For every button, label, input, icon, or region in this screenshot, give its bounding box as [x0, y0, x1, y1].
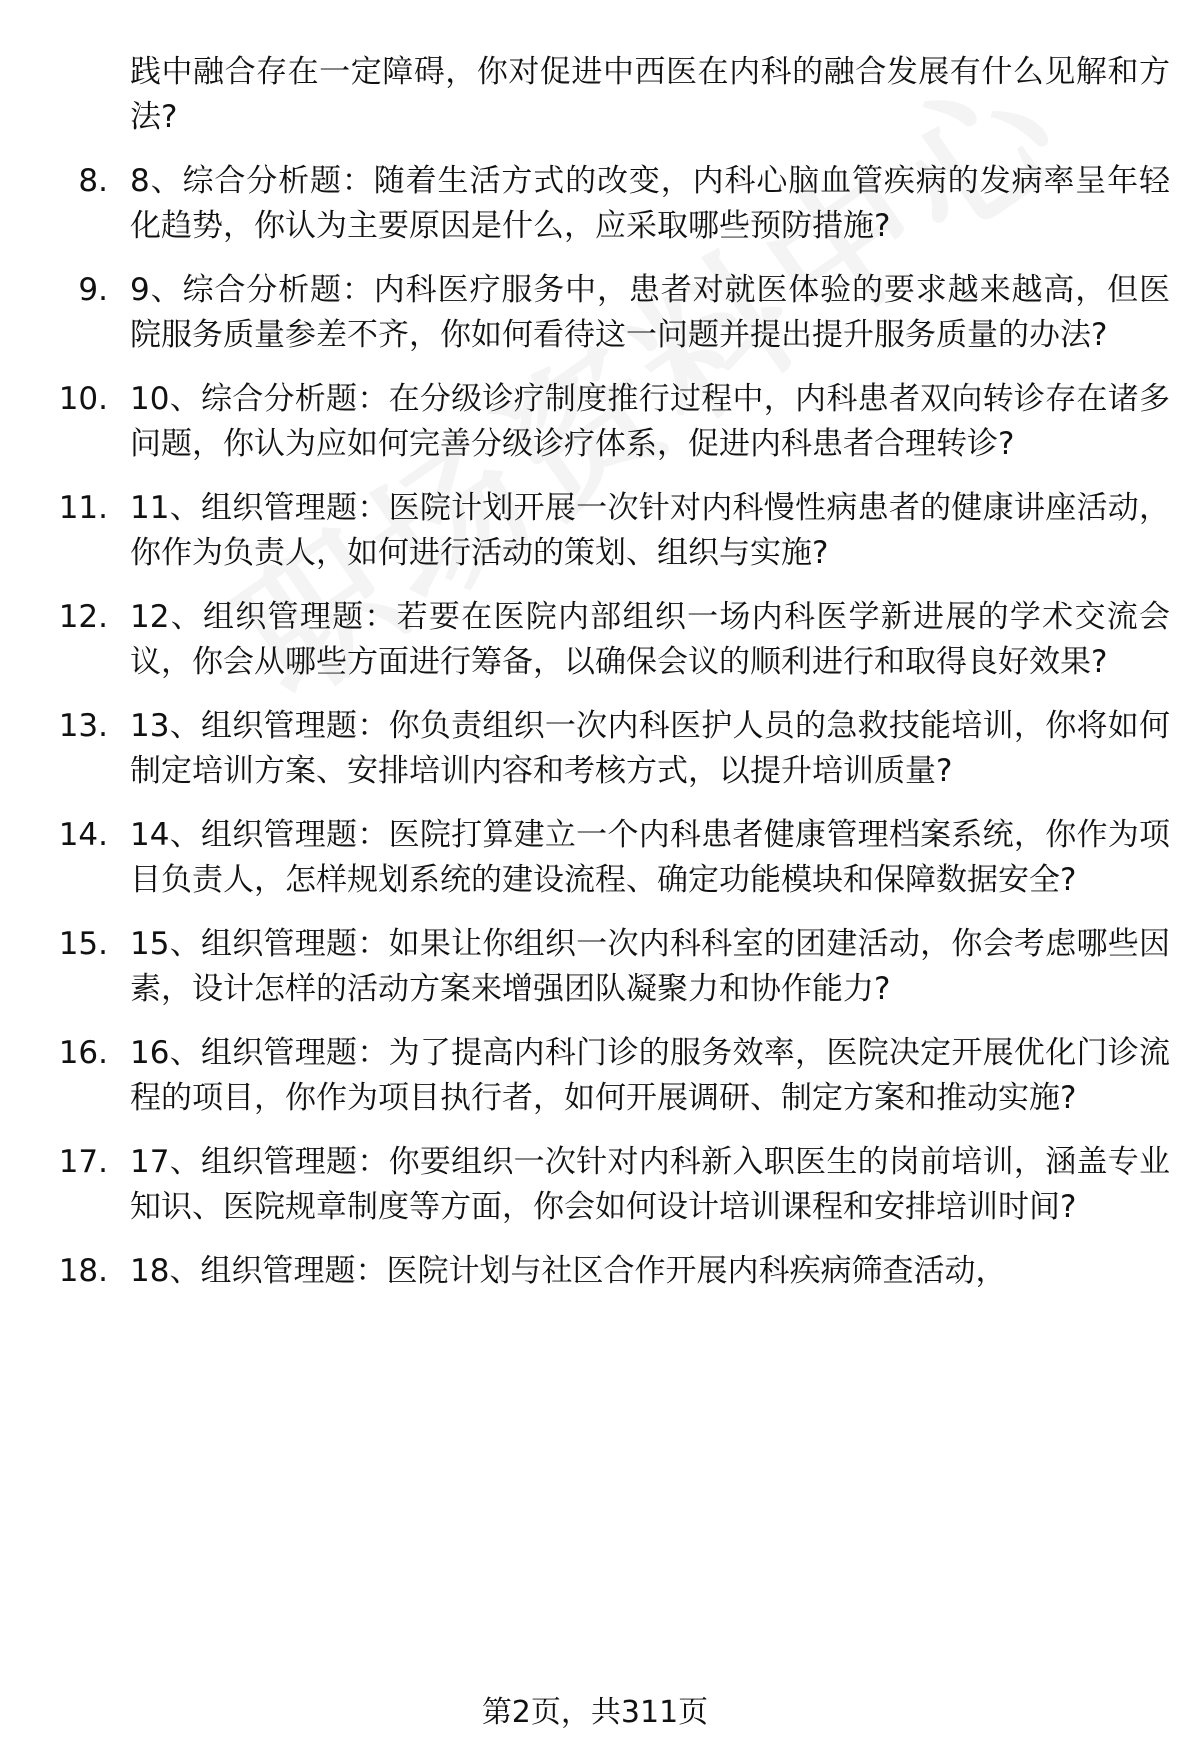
- question-text: 15、组织管理题：如果让你组织一次内科科室的团建活动，你会考虑哪些因素，设计怎样的活动方案来增强团队凝聚力和协作能力?: [130, 926, 1170, 1007]
- question-text: 8、综合分析题：随着生活方式的改变，内科心脑血管疾病的发病率呈年轻化趋势，你认为主要原因是什么，应采取哪些预防措施?: [130, 163, 1170, 244]
- question-text: 18、组织管理题：医院计划与社区合作开展内科疾病筛查活动，: [130, 1253, 1007, 1289]
- question-number: 15.: [58, 926, 108, 962]
- question-item-14: [0, 813, 1190, 903]
- question-text: 14、组织管理题：医院打算建立一个内科患者健康管理档案系统，你作为项目负责人，怎样规划系统的建设流程、确定功能模块和保障数据安全?: [130, 817, 1170, 898]
- question-list: [0, 50, 1190, 1313]
- question-text: 11、组织管理题：医院计划开展一次针对内科慢性病患者的健康讲座活动，你作为负责人，如何进行活动的策划、组织与实施?: [130, 490, 1170, 571]
- question-number: 10.: [58, 381, 108, 417]
- question-item-9: [0, 268, 1190, 358]
- question-continuation: [0, 50, 1190, 140]
- question-item-11: [0, 486, 1190, 576]
- question-number: 9.: [78, 272, 108, 308]
- question-number: 17.: [58, 1144, 108, 1180]
- question-number: 16.: [58, 1035, 108, 1071]
- question-number: 13.: [58, 708, 108, 744]
- question-text: 17、组织管理题：你要组织一次针对内科新入职医生的岗前培训，涵盖专业知识、医院规章制度等方面，你会如何设计培训课程和安排培训时间?: [130, 1144, 1170, 1225]
- question-number: 18.: [58, 1253, 108, 1289]
- question-item-13: [0, 704, 1190, 794]
- question-text: 9、综合分析题：内科医疗服务中，患者对就医体验的要求越来越高，但医院服务质量参差不齐，你如何看待这一问题并提出提升服务质量的办法?: [130, 272, 1170, 353]
- question-item-8: [0, 159, 1190, 249]
- question-text: 践中融合存在一定障碍，你对促进中西医在内科的融合发展有什么见解和方法?: [130, 54, 1170, 135]
- question-number: 14.: [58, 817, 108, 853]
- page-footer: 第2页，共311页: [481, 1695, 709, 1730]
- question-text: 13、组织管理题：你负责组织一次内科医护人员的急救技能培训，你将如何制定培训方案、安排培训内容和考核方式，以提升培训质量?: [130, 708, 1170, 789]
- question-text: 10、综合分析题：在分级诊疗制度推行过程中，内科患者双向转诊存在诸多问题，你认为应如何完善分级诊疗体系，促进内科患者合理转诊?: [130, 381, 1170, 462]
- question-text: 16、组织管理题：为了提高内科门诊的服务效率，医院决定开展优化门诊流程的项目，你作为项目执行者，如何开展调研、制定方案和推动实施?: [130, 1035, 1170, 1116]
- question-number: 11.: [58, 490, 108, 526]
- question-item-12: [0, 595, 1190, 685]
- question-item-16: [0, 1031, 1190, 1121]
- question-text: 12、组织管理题：若要在医院内部组织一场内科医学新进展的学术交流会议，你会从哪些方面进行筹备，以确保会议的顺利进行和取得良好效果?: [130, 599, 1170, 680]
- question-item-15: [0, 922, 1190, 1012]
- question-item-18: [0, 1249, 1190, 1294]
- question-item-10: [0, 377, 1190, 467]
- question-number: 8.: [78, 163, 108, 199]
- question-item-17: [0, 1140, 1190, 1230]
- question-number: 12.: [58, 599, 108, 635]
